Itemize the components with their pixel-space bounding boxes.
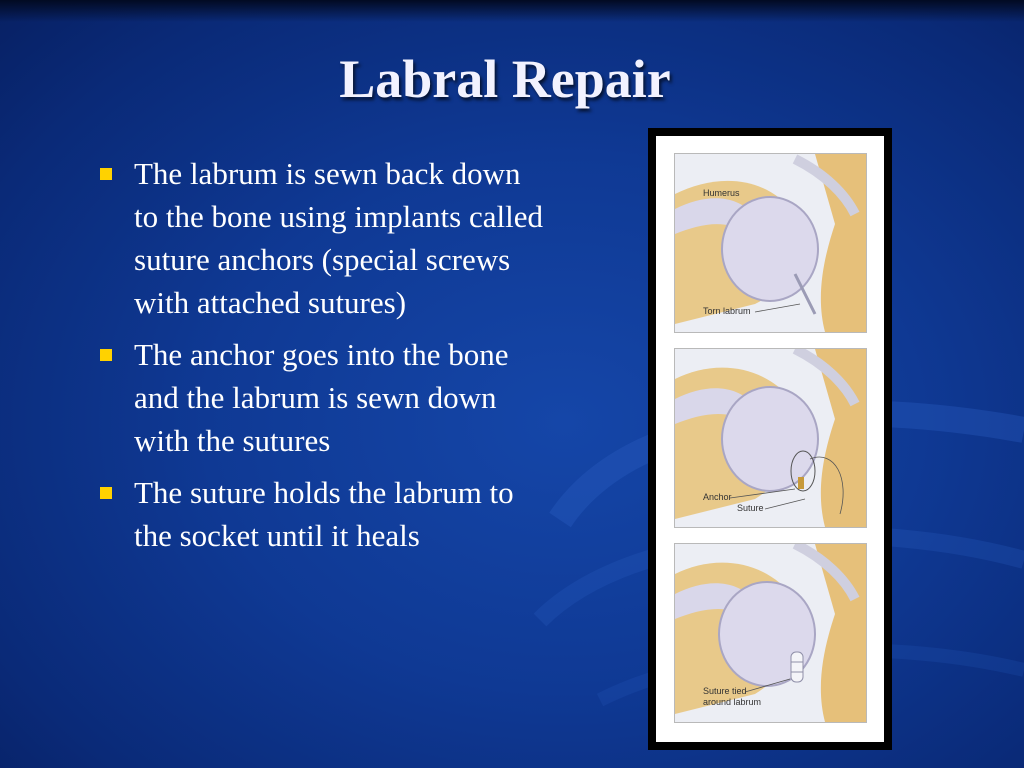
bullet-text: The suture holds the labrum to the socket until it heals — [134, 475, 514, 553]
shoulder-illustration-figure — [648, 128, 892, 750]
panel-suture-tied — [674, 543, 867, 723]
bullet-text: The anchor goes into the bone and the labrum is sewn down with the sutures — [134, 337, 509, 458]
bullet-text: The labrum is sewn back down to the bone using implants called suture anchors (special screws with attached sutures) — [134, 156, 543, 320]
label-suture-tied-1: Suture tied — [703, 686, 747, 696]
figure-background — [656, 136, 884, 742]
square-bullet-icon — [100, 168, 112, 180]
label-anchor: Anchor — [703, 492, 732, 502]
slide-title: Labral Repair — [339, 49, 671, 109]
square-bullet-icon — [100, 487, 112, 499]
panel-anchor-suture — [674, 348, 867, 528]
bullet-list — [96, 152, 546, 566]
label-torn-labrum: Torn labrum — [703, 306, 751, 316]
label-suture-tied-2: around labrum — [703, 697, 762, 707]
square-bullet-icon — [100, 349, 112, 361]
bullet-item — [96, 471, 546, 557]
top-shadow-band — [0, 0, 1024, 22]
panel-torn-labrum — [674, 153, 867, 333]
bullet-item — [96, 333, 546, 462]
label-suture: Suture — [737, 503, 764, 513]
bullet-item — [96, 152, 546, 324]
label-humerus: Humerus — [703, 188, 740, 198]
